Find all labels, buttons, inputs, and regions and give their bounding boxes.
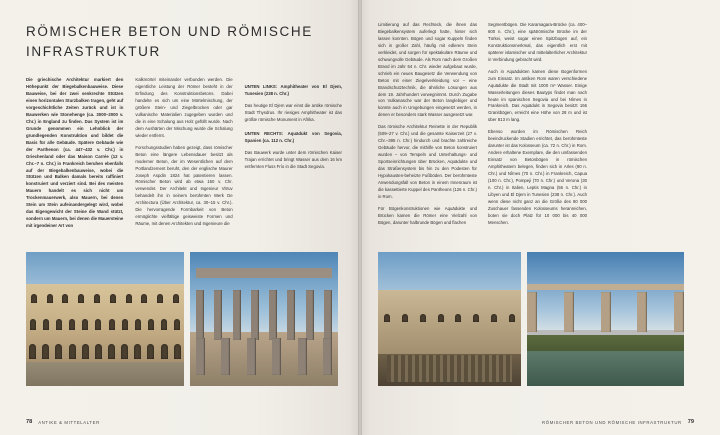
body-paragraph: Ebenso wurden im Römischen Reich beeindruckende Stadien errichtet, das berühmteste darunter ist das Kolosseum (ca. 72 n. Chr.) in Rom. Andere erhaltene Exemplare, die den umfassenden Einsatz von Betonbögen in römischen Amphitheatern belegen, finden sich in Arles (90 n. Chr.) und Nîmes (70 n. Chr.) in Frankreich, Capua (100 n. Chr.), Pompeji (70 n. Chr.) und Verona (30 n. Chr.) in Italien, Leptis Magna (56 n. Chr.) in Libyen und El Djem in Tunesien (238 n. Chr.). Auch wenn diese nicht ganz an die Größe des 80 000 Zuschauer fassenden Kolosseums heranreichen, boten sie doch Platz für 10 000 bis 40 000 Menschen. xyxy=(488,129,587,225)
page-title: RÖMISCHER BETON UND RÖMISCHE INFRASTRUKTUR xyxy=(26,24,313,59)
right-text-columns xyxy=(378,22,694,232)
left-footer xyxy=(26,419,100,425)
lead-paragraph: Die griechische Architektur markiert den Höhepunkt der Biegebalkenbauweise. Diese Bauweise, bei der zwei senkrechte Stützen einen horizontalen Sturzbalken tragen, geht auf vorgeschichtliche Zeiten zurück und ist in Bauwerken wie Stonehenge (ca. 3000–2000 v. Chr.) in England zu finden. Das System ist im Grunde genommen ein Lehnblick der grundlegenden Konstruktion und bildet die Basis für alle Gebäude. Spätere Gebäude wie der Parthenon (ca. 447–432 v. Chr.) in Griechenland oder das Maison Carrée (12 v. Chr.–7 n. Chr.) in Frankreich beruhen ebenfalls auf der Biegebalkenbauweise, wobei die Stützen und Balken damals bereits raffiniert konstruiert und verziert sind. Bei des meisten Mauern handelt es sich nicht um Trockenmauerwerk, also Mauern, bei denen Stein um Stein aufeinandergelegt wird, wobei das Eigengewicht der Steine die Wand stützt, sondern um Mauern, bei denen die Mauersteine mit irgendeiner Art von xyxy=(26,77,124,229)
right-column-1 xyxy=(378,22,477,232)
colosseum-arch-row xyxy=(378,314,521,322)
right-footer xyxy=(542,419,694,425)
body-paragraph: Forschungsstudien haben gezeigt, dass römischer Beton eine längere Lebensdauer besitzt als moderner Beton, der im Wesentlichen auf dem Portlandzement beruht, den der englische Maurer Joseph Aspdin 1824 hat patentieren lassen. Römischer Beton wird ab etwa 150 v. Chr. verwendet. Der Architekt und Ingenieur Vitruv behandelt ihn in seinem berühmten Werk De Architectura (Über Architektur, ca. 30–15 v. Chr.). Die hervorragende Formbarkeit von Beton ermöglichte vielfältige geisweiste Formen und Räume, mit denen Architekten und Ingenieure die xyxy=(135,144,233,227)
bridge-arcade xyxy=(527,292,684,332)
photo-roman-arch-bridge xyxy=(527,252,684,386)
left-column-2 xyxy=(135,77,232,235)
caption-title: UNTEN LINKS: Amphitheater von El Djem, Tunesien (238 n. Chr.) xyxy=(244,84,342,97)
book-gutter xyxy=(358,0,362,435)
river xyxy=(527,351,684,386)
caption-body: Das Bauwerk wurde unter dem römischen Kaiser Trajan errichtet und bringt Wasser aus dem 16 km entfernten Fluss Frío in die Stadt Segovia. xyxy=(244,149,342,169)
body-paragraph: Das römische Architektur Reinette in der Republik (509–27 v. Chr.) und die gesamte Kaiserzeit (27 v. Chr.–395 n. Chr.) hindurch und brachte zahlreiche Gebäude hervor, die mithilfe von Beton konstruiert wurden – von Tempeln und Unterhaltungs- und Sportseinrichtungen über Brücken, Aquädukte und das Straßensystem bis hin zu den Podesten für Hypokausten-beheizte Fußböden. Der berühmteste Anwendungsfall von Beton in einem Innenraum ist die kassettierte Kuppel des Pantheons (126 n. Chr.) in Rom. xyxy=(378,124,477,199)
folio-number: 79 xyxy=(687,419,694,425)
left-column-3-captions xyxy=(245,77,342,235)
hypogeum-walls xyxy=(387,355,513,382)
body-paragraph: Auch in Aquädukten kamen diese Bogenformen zum Einsatz. Im antiken Rom waren verschiedene Aquädukte die Stadt mit 1000 m³ Wasser. Einige Wasserleitungen dieses Bautyps findet man nach heute im spanischen Segovia und bei Nîmes in Frankreich. Das Aquädukt in Segovia besitzt 166 Granitbögen, erreicht eine Höhe von 28 m und ist über 813 m lang. xyxy=(488,68,587,123)
body-paragraph: Segmentbögen. Die Karamagara-Brücke (ca. 400–600 n. Chr.), eine spätrömische Brücke im der Türkei, weist sogar einen Spitzbogen auf, ein Konstruktionsmerkmal, das eigentlich erst mit späterer islamischer und mittelalterlicher Architektur in Verbindung gebracht wird. xyxy=(488,22,587,62)
left-column-1 xyxy=(26,77,123,235)
body-paragraph: Für Bögenkonstruktionen wie Aquädukte und Brücken kamen die Römer eine Vielzahl von Bögen, darunter halbrunde Bögen und flachen xyxy=(378,205,477,225)
caption-body: Das heutige El Djem war einst die antike römische Stadt Thysdrus. Ihr riesiges Amphitheater ist das größte römische Monument in Afrika. xyxy=(244,103,342,122)
right-column-2 xyxy=(488,22,587,232)
left-image-row xyxy=(26,252,338,386)
caption-title: UNTEN RECHTS: Aquädukt von Segovia, Spanien (ca. 112 n. Chr.) xyxy=(244,130,342,143)
photo-segovia-aqueduct xyxy=(190,252,338,386)
caption-el-djem xyxy=(245,84,342,124)
arch-row-middle xyxy=(26,319,184,330)
aqueduct-channel xyxy=(196,268,332,278)
bridge-deck xyxy=(527,284,684,290)
arch-row-upper xyxy=(26,294,184,303)
right-image-row xyxy=(378,252,684,386)
caption-segovia xyxy=(245,131,342,171)
running-head: ANTIKE & MITTELALTER xyxy=(38,419,100,425)
body-paragraph: Kalkmörtel miteinander verbunden werden. Die eigentliche Leistung der Römer besteht in der Erfindung des Konstruktionsbetons. Dabei handelte es sich um eine Mörtelmischung, der größere Stein- und Ziegelbrocken oder gar vulkanische Materialien zugegeben wurden und die in eine Schalung aus Holz gefüllt wurde. Nach dem Aushärten der Mischung wurde die Schalung wieder entfernt. xyxy=(135,77,233,138)
photo-colosseum-interior xyxy=(378,252,521,386)
arch-row-lower xyxy=(26,344,184,359)
folio-number: 78 xyxy=(26,419,33,425)
photo-el-djem-amphitheatre xyxy=(26,252,184,386)
left-text-columns xyxy=(26,77,342,235)
running-head: RÖMISCHER BETON UND RÖMISCHE INFRASTRUKTUR xyxy=(542,419,682,425)
aqueduct-lower-tier xyxy=(196,338,332,376)
body-paragraph: Limitierung auf das Rechteck, die ihnen das Biegebalkensystem auferlegt hatte, hinter sich lassen konnten. Bögen und sogar Kuppeln finden sich in großer Zahl, häufig mit edlerem Stein verkleidet, und sorgen für spektakuläre Räume und schwungvolle Gebäude. Als Rom nach dem Großen Brand im Jahr 64 n. Chr. wieder aufgebaut wurde, schrieb ein neues Baugesetz die Verwendung von Beton mit einer Ziegelverkleidung vor – eine Brandschutztechnik, die ähnliche Lösungen aus dem 19. Jahrhundert vorwegnimmt. Durch Zugabe von Vulkanasche war der Beton langlebiger und konnte auch in Umgebungen eingesetzt werden, in denen er besonders stark Wasser ausgesetzt war. xyxy=(378,22,477,118)
ground xyxy=(26,359,184,386)
aqueduct-upper-tier xyxy=(196,290,332,341)
